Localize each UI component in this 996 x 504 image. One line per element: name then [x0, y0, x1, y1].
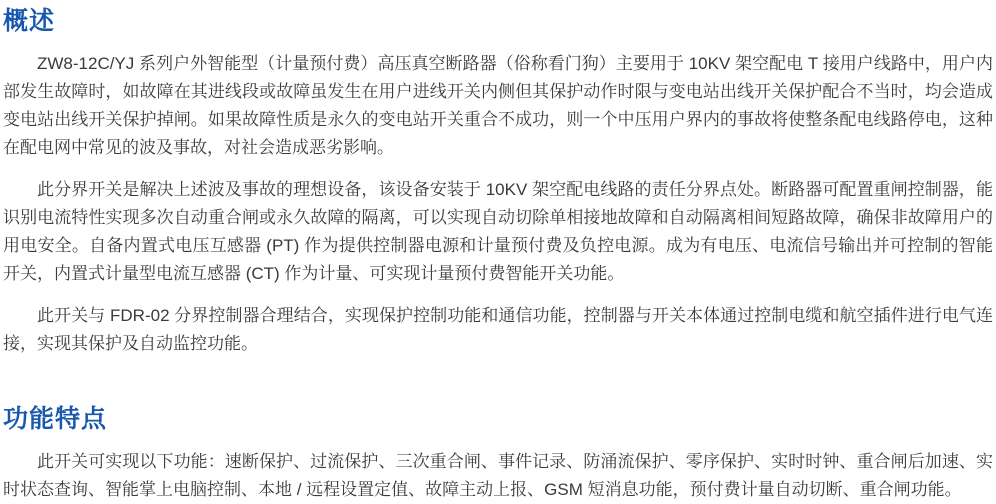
section-heading-overview: 概述	[3, 7, 56, 35]
overview-paragraph-2: 此分界开关是解决上述波及事故的理想设备，该设备安装于 10KV 架空配电线路的责任分界点处。断路器可配置重闸控制器，能识别电流特性实现多次自动重合闸或永久故障的隔离，可以实现自动切除单相接地故障和自动隔离相间短路故障，确保非故障用户的用电安全。自备内置式电压互感器 (PT) 作为提供控制器电源和计量预付费及负控电源。成为有电压、电流信号输出并可控制的智能开关，内置式计量型电流互感器 (CT) 作为计量、可实现计量预付费智能开关功能。	[3, 180, 993, 283]
section-heading-features: 功能特点	[3, 405, 108, 433]
features-paragraph-1: 此开关可实现以下功能：速断保护、过流保护、三次重合闸、事件记录、防涌流保护、零序保护、实时时钟、重合闸后加速、实时状态查询、智能掌上电脑控制、本地 / 远程设置定值、故障主动上报、GSM 短消息功能，预付费计量自动切断、重合闸功能。	[3, 452, 993, 499]
overview-paragraph-3: 此开关与 FDR-02 分界控制器合理结合，实现保护控制功能和通信功能，控制器与开关本体通过控制电缆和航空插件进行电气连接，实现其保护及自动监控功能。	[3, 306, 993, 353]
overview-paragraph-1: ZW8-12C/YJ 系列户外智能型（计量预付费）高压真空断路器（俗称看门狗）主要用于 10KV 架空配电 T 接用户线路中，用户内部发生故障时，如故障在其进线段或故障虽发生在用户进线开关内侧但其保护动作时限与变电站出线开关保护配合不当时，均会造成变电站出线开关保护掉闸。如果故障性质是永久的变电站开关重合不成功，则一个中压用户界内的事故将使整条配电线路停电，这种在配电网中常见的波及事故，对社会造成恶劣影响。	[3, 54, 993, 157]
